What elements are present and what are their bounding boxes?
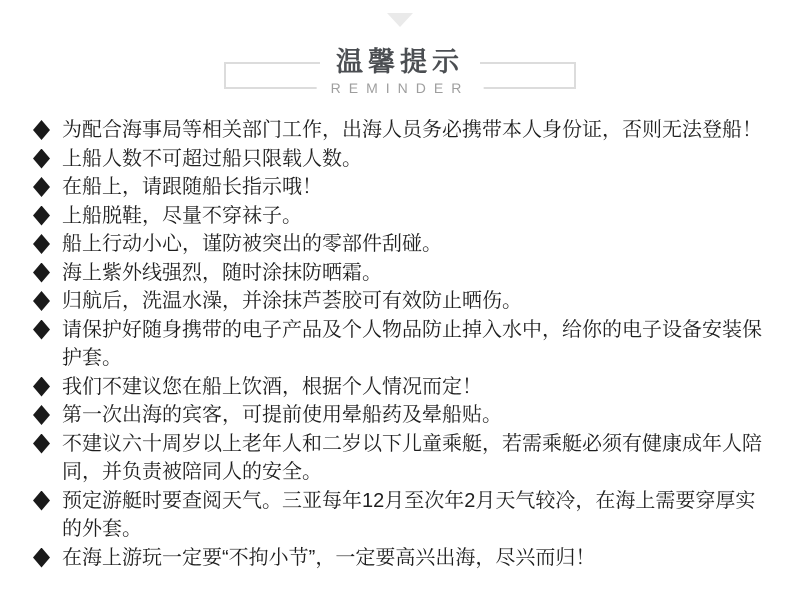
reminder-item [33, 487, 770, 544]
reminder-item [33, 373, 770, 402]
diamond-bullet-icon [33, 377, 50, 397]
reminder-text: 在船上，请跟随船长指示哦！ [62, 176, 322, 198]
reminder-item [33, 316, 770, 373]
reminder-text: 第一次出海的宾客，可提前使用晕船药及晕船贴。 [62, 404, 502, 426]
reminder-text: 海上紫外线强烈，随时涂抹防晒霜。 [62, 261, 382, 284]
reminder-text: 船上行动小心，谨防被突出的零部件刮碰。 [62, 233, 442, 255]
diamond-bullet-icon [33, 291, 50, 311]
reminder-item [33, 173, 770, 202]
reminder-item [33, 259, 770, 288]
diamond-bullet-icon [33, 177, 50, 197]
diamond-bullet-icon [33, 263, 50, 283]
reminder-text: 在海上游玩一定要“不拘小节”，一定要高兴出海，尽兴而归！ [62, 546, 596, 569]
reminder-text: 上船人数不可超过船只限载人数。 [62, 147, 362, 170]
reminder-item [33, 202, 770, 231]
reminder-item [33, 116, 770, 145]
reminder-text: 请保护好随身携带的电子产品及个人物品防止掉入水中，给你的电子设备安装保护套。 [62, 318, 762, 369]
reminder-item [33, 430, 770, 487]
reminder-text: 为配合海事局等相关部门工作，出海人员务必携带本人身份证，否则无法登船！ [62, 119, 762, 141]
chevron-down-icon [387, 13, 413, 27]
reminder-list [33, 116, 770, 572]
reminder-header [224, 47, 576, 96]
reminder-text: 归航后，洗温水澡，并涂抹芦荟胶可有效防止晒伤。 [62, 290, 522, 312]
diamond-bullet-icon [33, 149, 50, 169]
diamond-bullet-icon [33, 491, 50, 511]
reminder-item [33, 230, 770, 259]
page-subtitle: REMINDER [317, 79, 484, 98]
reminder-item [33, 145, 770, 174]
reminder-item [33, 544, 770, 573]
reminder-text: 上船脱鞋，尽量不穿袜子。 [62, 204, 302, 227]
reminder-text: 不建议六十周岁以上老年人和二岁以下儿童乘艇，若需乘艇必须有健康成年人陪同，并负责被陪同人的安全。 [62, 432, 762, 483]
diamond-bullet-icon [33, 120, 50, 140]
reminder-text: 预定游艇时要查阅天气。三亚每年12月至次年2月天气较冷，在海上需要穿厚实的外套。 [62, 489, 756, 540]
reminder-item [33, 401, 770, 430]
page-title: 温馨提示 [320, 47, 480, 77]
reminder-text: 我们不建议您在船上饮酒，根据个人情况而定！ [62, 375, 482, 398]
reminder-item [33, 287, 770, 316]
diamond-bullet-icon [33, 405, 50, 425]
diamond-bullet-icon [33, 434, 50, 454]
diamond-bullet-icon [33, 548, 50, 568]
diamond-bullet-icon [33, 234, 50, 254]
diamond-bullet-icon [33, 320, 50, 340]
diamond-bullet-icon [33, 206, 50, 226]
